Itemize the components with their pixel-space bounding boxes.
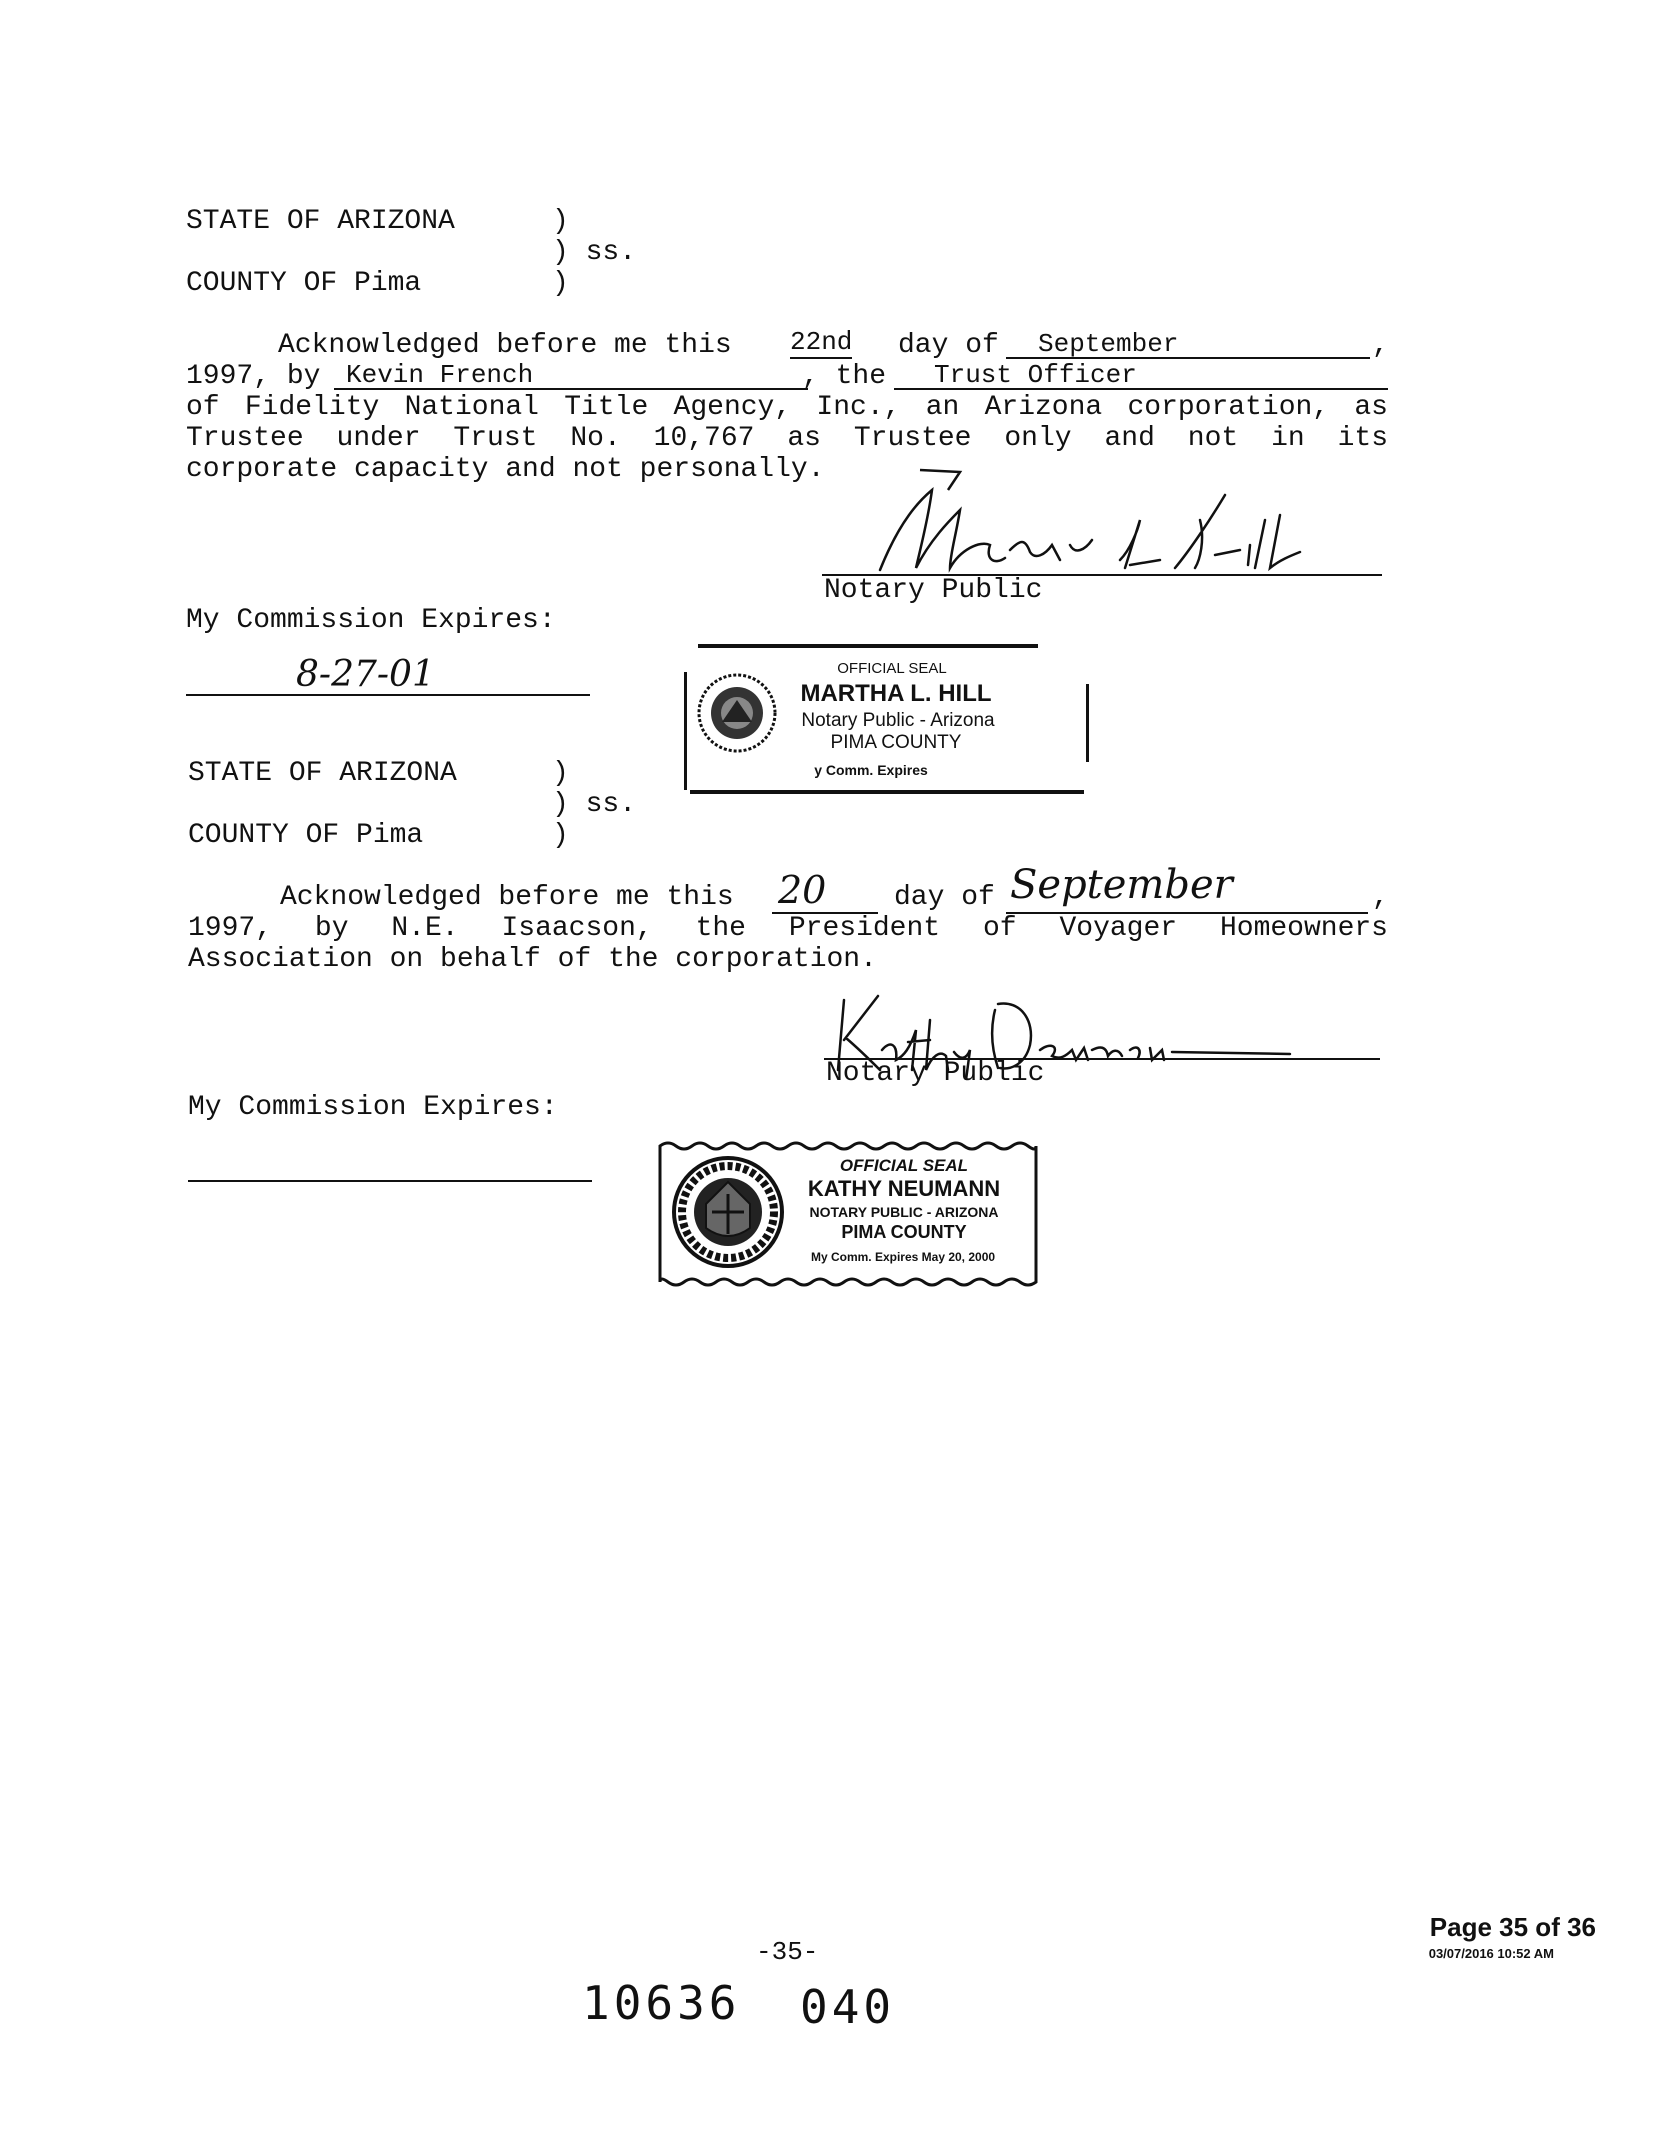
the-label-1: , the	[802, 361, 887, 392]
arizona-seal-emblem-1	[696, 672, 778, 754]
county-label-1: COUNTY OF Pima	[186, 268, 422, 299]
day-handwritten-2: 20	[778, 868, 827, 912]
name-field-1: Kevin French	[334, 360, 808, 390]
bracket-1c: )	[552, 268, 569, 299]
body-line-1b: Trustee under Trust No. 10,767 as Trustee only and not in its	[186, 423, 1388, 454]
comma-1: ,	[1372, 330, 1389, 361]
state-label-2: STATE OF ARIZONA	[188, 758, 457, 789]
ack-text-1: Acknowledged before me this	[278, 330, 732, 361]
seal1-heading: OFFICIAL SEAL	[837, 660, 947, 677]
page-number: -35-	[756, 1937, 819, 1967]
commission-label-2: My Commission Expires:	[188, 1092, 558, 1123]
body-line-2b: Association on behalf of the corporation.	[188, 944, 877, 975]
ack-text-2: Acknowledged before me this	[280, 882, 734, 913]
arizona-seal-emblem-2	[670, 1154, 786, 1270]
month-field-1: September	[1006, 329, 1370, 359]
county-label-2: COUNTY OF Pima	[188, 820, 424, 851]
page-of-label: Page 35 of 36	[1429, 1912, 1596, 1942]
print-timestamp: 03/07/2016 10:52 AM	[1428, 1946, 1554, 1961]
seal1-county: PIMA COUNTY	[830, 732, 962, 753]
ss-label-2: ) ss.	[552, 789, 637, 820]
year-by-label-1: 1997, by	[186, 361, 321, 392]
recording-number: 10636	[582, 1976, 741, 2030]
month-handwritten-2: September	[1010, 862, 1233, 908]
state-label-1: STATE OF ARIZONA	[186, 206, 455, 237]
day-field-1: 22nd	[790, 327, 853, 357]
official-seal-kathy-neumann	[654, 1140, 1042, 1288]
seal2-name: KATHY NEUMANN	[807, 1176, 1001, 1201]
bracket-2a: )	[552, 758, 569, 789]
comma-2: ,	[1372, 882, 1389, 913]
commission-line-1	[186, 694, 590, 696]
seal2-expires: My Comm. Expires May 20, 2000	[810, 1250, 996, 1264]
official-seal-martha-hill	[684, 644, 1092, 794]
notary-label-1: Notary Public	[824, 575, 1043, 606]
title-field-1: Trust Officer	[894, 360, 1388, 390]
body-line-1a: of Fidelity National Title Agency, Inc., an Arizona corporation, as	[186, 392, 1388, 423]
commission-date-1: 8-27-01	[296, 654, 435, 695]
bracket-2c: )	[552, 820, 569, 851]
day-of-label-1: day of	[898, 330, 999, 361]
seal1-name: MARTHA L. HILL	[800, 680, 992, 707]
commission-label-1: My Commission Expires:	[186, 605, 556, 636]
bracket-1a: )	[552, 206, 569, 237]
notary-label-2: Notary Public	[826, 1058, 1045, 1089]
seal2-title: NOTARY PUBLIC - ARIZONA	[809, 1204, 999, 1220]
ss-label-1: ) ss.	[552, 237, 637, 268]
commission-line-2	[188, 1180, 592, 1182]
day-of-label-2: day of	[894, 882, 995, 913]
seal2-heading: OFFICIAL SEAL	[839, 1156, 969, 1175]
seal1-expires: y Comm. Expires	[814, 762, 928, 778]
recording-page: 040	[800, 1980, 896, 2034]
body-line-2a: 1997, by N.E. Isaacson, the President of Voyager Homeowners	[188, 913, 1388, 944]
signature-martha-hill	[820, 460, 1340, 580]
body-line-1c: corporate capacity and not personally.	[186, 454, 825, 485]
seal1-title: Notary Public - Arizona	[801, 710, 995, 731]
seal2-county: PIMA COUNTY	[841, 1222, 967, 1242]
